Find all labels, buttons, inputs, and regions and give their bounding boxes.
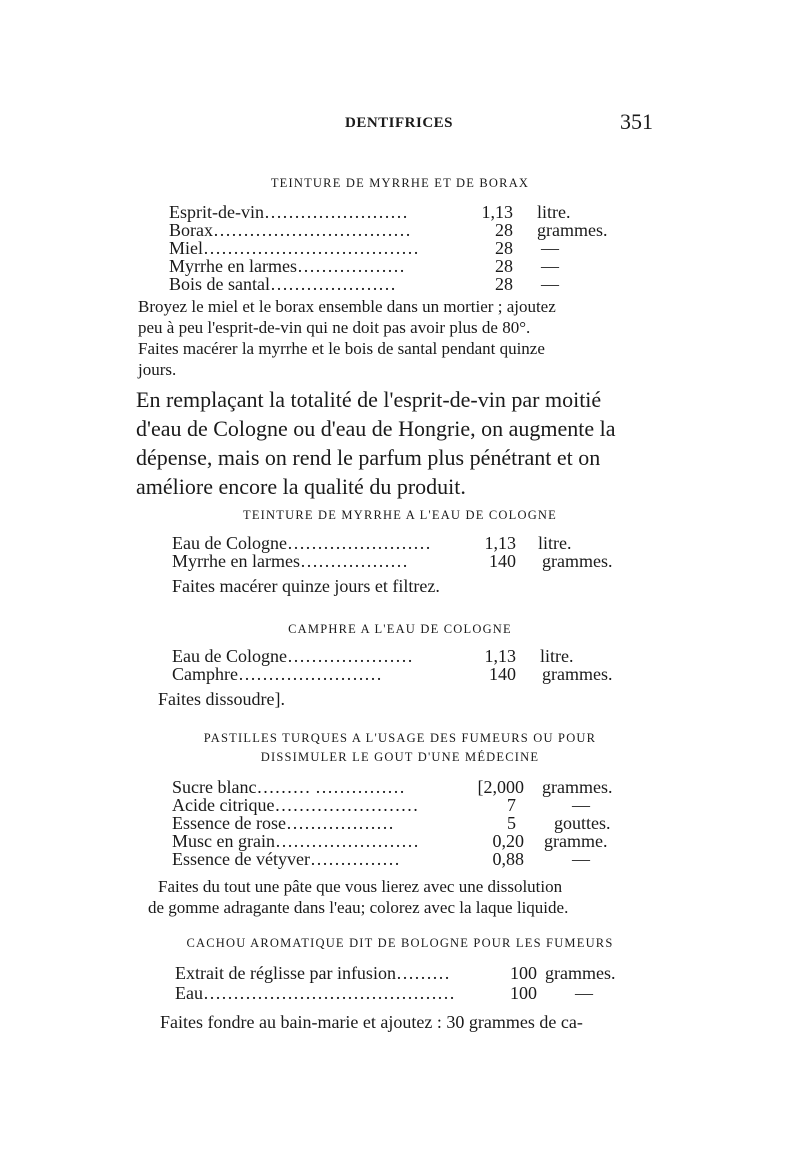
text-line: En remplaçant la totalité de l'esprit-de-vin par moitié (136, 387, 602, 412)
ingredient-name: Camphre…………………… (172, 664, 382, 684)
instruction-paragraph (138, 297, 556, 381)
text-line: améliore encore la qualité du produit. (136, 474, 466, 499)
ingredient-name: Extrait de réglisse par infusion……… (175, 963, 450, 983)
instruction-paragraph (160, 1012, 583, 1033)
ingredient-unit: litre. (537, 202, 571, 222)
section-heading: CACHOU AROMATIQUE DIT DE BOLOGNE POUR LES FUMEURS (186, 936, 614, 950)
ingredient-unit: — (575, 983, 593, 1003)
ingredient-unit: gramme. (544, 831, 608, 851)
ingredient-qty: 28 (495, 256, 513, 276)
section-heading: CAMPHRE A L'EAU DE COLOGNE (288, 622, 512, 636)
instruction-paragraph (172, 576, 440, 597)
ingredient-name: Myrrhe en larmes……………… (169, 256, 405, 276)
text-line: Faites macérer quinze jours et filtrez. (172, 576, 440, 596)
section-heading: TEINTURE DE MYRRHE A L'EAU DE COLOGNE (243, 508, 557, 522)
ingredient-qty: 28 (495, 220, 513, 240)
instruction-paragraph (148, 877, 568, 919)
text-line: peu à peu l'esprit-de-vin qui ne doit pas avoir plus de 80°. (138, 318, 531, 337)
ingredient-unit: — (572, 849, 590, 869)
ingredient-qty: 5 (507, 813, 516, 833)
ingredient-unit: grammes. (542, 664, 613, 684)
ingredient-qty: 140 (489, 664, 516, 684)
ingredient-name: Eau…………………………………… (175, 983, 455, 1003)
ingredient-qty: 1,13 (484, 533, 516, 553)
text-line: Broyez le miel et le borax ensemble dans un mortier ; ajoutez (138, 297, 556, 316)
text-line: Faites fondre au bain-marie et ajoutez : 30 grammes de ca- (160, 1012, 583, 1032)
ingredient-name: Borax…………………………… (169, 220, 411, 240)
ingredient-unit: — (541, 238, 559, 258)
section-heading: PASTILLES TURQUES A L'USAGE DES FUMEURS OU POUR (203, 731, 597, 745)
ingredient-unit: — (541, 274, 559, 294)
ingredient-name: Myrrhe en larmes……………… (172, 551, 408, 571)
ingredient-name: Essence de rose……………… (172, 813, 394, 833)
ingredient-unit: — (572, 795, 590, 815)
ingredient-name: Musc en grain…………………… (172, 831, 419, 851)
ingredient-qty: 100 (510, 963, 537, 983)
running-title: DENTIFRICES (345, 115, 454, 131)
running-head (0, 109, 800, 145)
ingredient-qty: [2,000 (477, 777, 524, 797)
ingredient-name: Bois de santal………………… (169, 274, 396, 294)
ingredient-name: Essence de vétyver…………… (172, 849, 400, 869)
ingredient-name: Esprit-de-vin…………………… (169, 202, 408, 222)
section-heading: TEINTURE DE MYRRHE ET DE BORAX (270, 176, 530, 190)
text-line: Faites macérer la myrrhe et le bois de santal pendant quinze (138, 339, 545, 358)
ingredient-qty: 1,13 (481, 202, 513, 222)
ingredient-qty: 7 (507, 795, 516, 815)
body-paragraph (136, 385, 616, 501)
section-heading-continued: DISSIMULER LE GOUT D'UNE MÉDECINE (260, 750, 540, 764)
ingredient-qty: 0,88 (492, 849, 524, 869)
text-line: de gomme adragante dans l'eau; colorez avec la laque liquide. (148, 898, 569, 917)
ingredient-unit: — (541, 256, 559, 276)
ingredient-unit: grammes. (545, 963, 616, 983)
ingredient-name: Acide citrique…………………… (172, 795, 419, 815)
instruction-paragraph (158, 689, 285, 710)
ingredient-unit: grammes. (542, 551, 613, 571)
text-line: dépense, mais on rend le parfum plus pénétrant et on (136, 445, 601, 470)
text-line: Faites dissoudre]. (158, 689, 285, 709)
ingredient-qty: 28 (495, 274, 513, 294)
text-line: d'eau de Cologne ou d'eau de Hongrie, on augmente la (136, 416, 616, 441)
page-number: 351 (620, 109, 653, 134)
ingredient-unit: grammes. (537, 220, 608, 240)
ingredient-unit: grammes. (542, 777, 613, 797)
ingredient-unit: gouttes. (554, 813, 611, 833)
ingredient-name: Eau de Cologne………………… (172, 646, 413, 666)
ingredient-unit: litre. (540, 646, 574, 666)
ingredient-qty: 100 (510, 983, 537, 1003)
ingredient-unit: litre. (538, 533, 572, 553)
text-line: Faites du tout une pâte que vous lierez avec une dissolution (158, 877, 563, 896)
text-line: jours. (138, 360, 177, 379)
ingredient-qty: 140 (489, 551, 516, 571)
ingredient-qty: 1,13 (484, 646, 516, 666)
ingredient-qty: 28 (495, 238, 513, 258)
ingredient-name: Sucre blanc……… …………… (172, 777, 405, 797)
ingredient-name: Eau de Cologne…………………… (172, 533, 431, 553)
ingredient-name: Miel……………………………… (169, 238, 419, 258)
ingredient-qty: 0,20 (492, 831, 524, 851)
